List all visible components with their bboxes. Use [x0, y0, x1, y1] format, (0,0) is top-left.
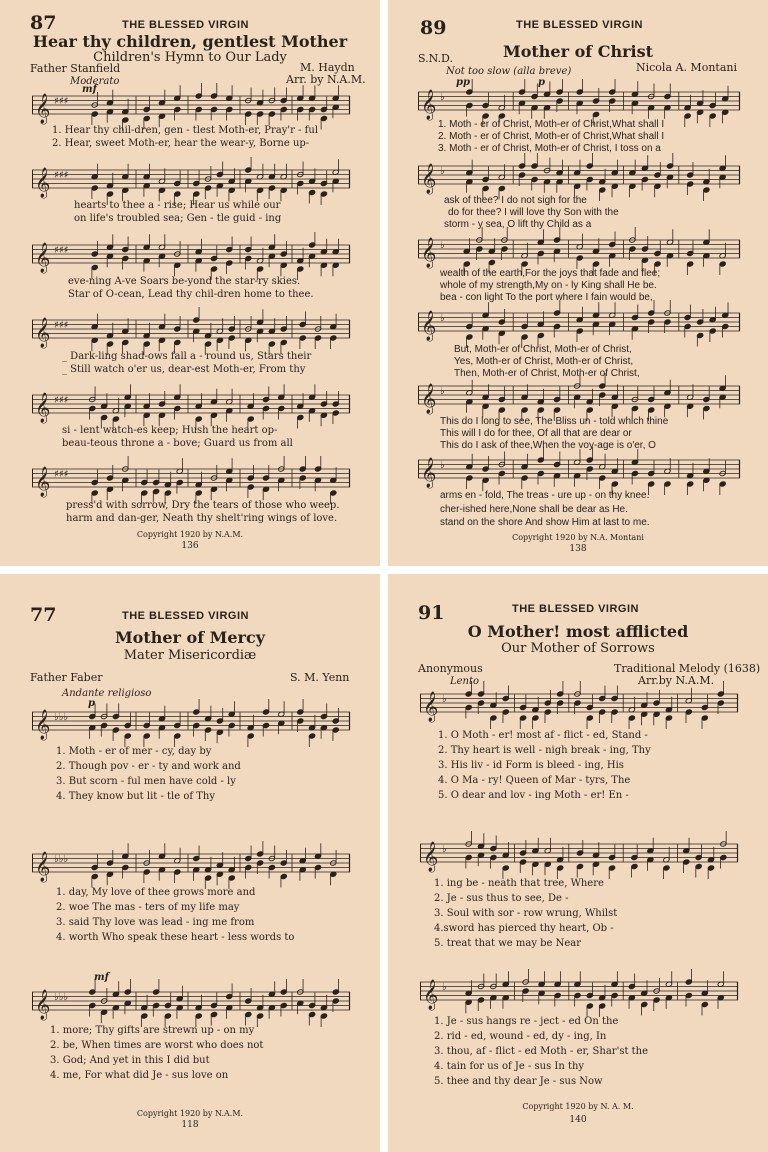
- running-header: THE BLESSED VIRGIN: [122, 610, 249, 622]
- lyric-line: Yes, Moth-er of Christ, Moth-er of Christ,: [454, 356, 634, 367]
- music-staff: [418, 84, 740, 118]
- lyric-line: 3. God; And yet in this I did but: [50, 1055, 210, 1066]
- music-staff: [32, 984, 350, 1020]
- svg-text:𝄞: 𝄞: [421, 384, 437, 414]
- svg-text:𝄞: 𝄞: [421, 90, 437, 120]
- hymn-title: Mother of Christ: [503, 42, 653, 61]
- svg-text:♭: ♭: [440, 313, 445, 325]
- music-staff: [418, 232, 740, 266]
- svg-text:♭: ♭: [440, 166, 445, 178]
- lyric-line: 4. O Ma - ry! Queen of Mar - tyrs, The: [438, 775, 631, 786]
- page-number: 87: [30, 12, 57, 34]
- dynamic-marking: p: [88, 698, 95, 709]
- page-number: 77: [30, 604, 57, 626]
- svg-text:♭: ♭: [440, 460, 445, 472]
- lyric-line: 4. They know but lit - tle of Thy: [56, 791, 215, 802]
- dynamic-marking: p: [538, 77, 545, 88]
- lyric-line: But, Moth-er of Christ, Moth-er of Christ,: [454, 344, 632, 355]
- lyric-line: 4.sword has pierced thy heart, Ob -: [434, 923, 614, 934]
- lyric-line: 2. woe The mas - ters of my life may: [56, 902, 240, 913]
- lyric-line: 1. Hear thy chil-dren, gen - tlest Moth-er, Pray'r - ful: [52, 125, 319, 136]
- page-number: 89: [420, 17, 447, 39]
- dynamic-marking: mf: [94, 972, 109, 983]
- author: Father Faber: [30, 671, 103, 684]
- hymn-subtitle: Children's Hymn to Our Lady: [93, 50, 287, 65]
- music-staff: [420, 686, 738, 722]
- hymn-page-91: [388, 574, 768, 1152]
- svg-text:𝄞: 𝄞: [35, 467, 51, 497]
- author: Father Stanfield: [30, 62, 121, 75]
- page-footer-number: 140: [569, 1115, 587, 1125]
- svg-text:𝄞: 𝄞: [35, 393, 51, 423]
- lyric-line: 3. But scorn - ful men have cold - ly: [56, 776, 236, 787]
- tempo-marking: Lento: [450, 676, 480, 687]
- lyric-line: 5. O dear and lov - ing Moth - er! En -: [438, 790, 629, 801]
- svg-text:♭: ♭: [442, 982, 447, 994]
- lyric-line: 1. O Moth - er! most af - flict - ed, Stand -: [438, 730, 648, 741]
- svg-text:♭: ♭: [440, 92, 445, 104]
- lyric-line: _ Still watch o'er us, dear-est Moth-er, From thy: [62, 364, 306, 375]
- copyright-notice: Copyright 1920 by N.A. Montani: [512, 533, 644, 542]
- page-footer-number: 118: [181, 1120, 199, 1130]
- page-number: 91: [418, 602, 445, 624]
- lyric-line: arms en - fold, The treas - ure up - on thy knee.: [440, 490, 650, 501]
- svg-text:♭♭♭: ♭♭♭: [54, 712, 69, 724]
- lyric-line: bea - con light To the port where I fain would be,: [440, 292, 653, 303]
- lyric-line: stand on the shore And show Him at last to me.: [440, 517, 650, 528]
- svg-text:♭: ♭: [440, 386, 445, 398]
- lyric-line: _ Dark-ling shad-ows fall a - round us, Stars their: [62, 351, 312, 362]
- lyric-line: si - lent watch-es keep; Hush the heart op-: [62, 425, 278, 436]
- lyric-line: 5. treat that we may be Near: [434, 938, 582, 949]
- svg-text:♯♯♯: ♯♯♯: [54, 469, 69, 481]
- lyric-line: This do I long to see, The Bliss un - told which thine: [440, 416, 669, 427]
- lyric-line: 3. Soul with sor - row wrung, Whilst: [434, 908, 618, 919]
- lyric-line: cher-ished here,None shall be dear as He.: [440, 504, 628, 515]
- lyric-line: 2. Moth - er of Christ, Moth-er of Christ,What shall I: [438, 131, 665, 142]
- lyric-line: wealth of the earth,For the joys that fade and flee;: [440, 268, 661, 279]
- lyric-line: 1. Moth - er of mer - cy, day by: [56, 746, 212, 757]
- svg-text:𝄞: 𝄞: [35, 318, 51, 348]
- svg-text:♭♭♭: ♭♭♭: [54, 992, 69, 1004]
- music-staff: [32, 312, 350, 348]
- svg-text:♭: ♭: [442, 844, 447, 856]
- svg-text:♭♭♭: ♭♭♭: [54, 854, 69, 866]
- svg-text:𝄞: 𝄞: [423, 692, 439, 722]
- lyric-line: 2. Je - sus thus to see, De -: [434, 893, 569, 904]
- lyric-line: storm - y sea, O lift thy Child as a: [444, 219, 592, 230]
- svg-text:♯♯♯: ♯♯♯: [54, 395, 69, 407]
- copyright-notice: Copyright 1920 by N. A. M.: [522, 1102, 634, 1111]
- copyright-notice: Copyright 1920 by N.A.M.: [136, 1109, 244, 1118]
- svg-text:𝄞: 𝄞: [423, 980, 439, 1010]
- page-footer-number: 138: [569, 544, 587, 554]
- svg-text:♭: ♭: [440, 240, 445, 252]
- lyric-line: 1. Je - sus hangs re - ject - ed On the: [434, 1016, 619, 1027]
- dynamic-marking: mf: [82, 84, 97, 95]
- arranger: Arr. by N.A.M.: [286, 73, 366, 86]
- lyric-line: 2. Though pov - er - ty and work and: [56, 761, 241, 772]
- lyric-line: Then, Moth-er of Christ, Moth-er of Christ,: [454, 368, 640, 379]
- svg-text:♭: ♭: [442, 694, 447, 706]
- lyric-line: whole of my strength,My on - ly King shall He be.: [440, 280, 657, 291]
- lyric-line: hearts to thee a - rise; Hear us while our: [74, 200, 281, 211]
- dynamic-marking: pp: [456, 77, 470, 88]
- lyric-line: 1. more; Thy gifts are strewn up - on my: [50, 1025, 255, 1036]
- lyric-line: Star of O-cean, Lead thy chil-dren home to thee.: [68, 289, 314, 300]
- lyric-line: 1. day, My love of thee grows more and: [56, 887, 256, 898]
- music-staff: [420, 836, 738, 872]
- lyric-line: 3. thou, af - flict - ed Moth - er, Shar'st the: [434, 1046, 649, 1057]
- svg-text:♯♯♯: ♯♯♯: [54, 170, 69, 182]
- page-footer-number: 136: [181, 541, 199, 551]
- svg-text:♯♯♯: ♯♯♯: [54, 245, 69, 257]
- lyric-line: 4. me, For what did Je - sus love on: [50, 1070, 229, 1081]
- lyric-line: 1. ing be - neath that tree, Where: [434, 878, 604, 889]
- svg-text:𝄞: 𝄞: [35, 990, 51, 1020]
- svg-text:♯♯♯: ♯♯♯: [54, 96, 69, 108]
- lyric-line: on life's troubled sea; Gen - tle guid - ing: [74, 213, 282, 224]
- lyric-line: This will I do for thee, Of all that are dear or: [440, 428, 632, 439]
- hymn-title: O Mother! most afflicted: [467, 622, 689, 641]
- music-staff: [32, 704, 350, 740]
- lyric-line: This do I ask of thee,When the voy-age is o'er, O: [440, 440, 656, 451]
- svg-text:𝄞: 𝄞: [421, 311, 437, 341]
- author: Anonymous: [418, 662, 483, 675]
- svg-text:𝄞: 𝄞: [423, 842, 439, 872]
- music-staff: [420, 974, 738, 1010]
- composer: S. M. Yenn: [290, 671, 350, 684]
- music-staff: [418, 158, 740, 192]
- tempo-marking: Andante religioso: [62, 688, 152, 699]
- music-staff: [32, 162, 350, 198]
- running-header: THE BLESSED VIRGIN: [122, 19, 249, 31]
- tempo-marking: Not too slow (alla breve): [446, 66, 572, 77]
- arranger: Arr.by N.A.M.: [638, 674, 715, 687]
- lyric-line: 4. tain for us of Je - sus In thy: [434, 1061, 585, 1072]
- lyric-line: harm and dan-ger, Neath thy shelt'ring wings of love.: [66, 513, 338, 524]
- lyric-line: 2. rid - ed, wound - ed, dy - ing, In: [434, 1031, 607, 1042]
- hymn-title: Hear thy children, gentlest Mother: [32, 32, 348, 51]
- svg-text:𝄞: 𝄞: [35, 168, 51, 198]
- lyric-line: 2. Thy heart is well - nigh break - ing, Thy: [438, 745, 651, 756]
- svg-text:𝄞: 𝄞: [35, 852, 51, 882]
- lyric-line: 5. thee and thy dear Je - sus Now: [434, 1076, 603, 1087]
- svg-text:𝄞: 𝄞: [35, 710, 51, 740]
- tempo-marking: Moderato: [70, 76, 120, 87]
- lyric-line: beau-teous throne a - bove; Guard us from all: [62, 438, 293, 449]
- music-staff: [32, 846, 350, 882]
- lyric-line: 3. His liv - id Form is bleed - ing, His: [438, 760, 624, 771]
- composer: Nicola A. Montani: [636, 61, 737, 74]
- music-staff: [32, 88, 350, 124]
- svg-text:𝄞: 𝄞: [421, 238, 437, 268]
- author: S.N.D.: [418, 52, 453, 65]
- lyric-line: 2. Hear, sweet Moth-er, hear the wear-y, Borne up-: [52, 138, 310, 149]
- lyric-line: ask of thee? I do not sigh for the: [444, 195, 587, 206]
- lyric-line: press'd with sorrow, Dry the tears of those who weep.: [66, 500, 340, 511]
- hymn-subtitle: Our Mother of Sorrows: [501, 641, 655, 656]
- running-header: THE BLESSED VIRGIN: [516, 19, 643, 31]
- lyric-line: 1. Moth - er of Christ, Moth-er of Christ,What shall I: [438, 119, 665, 130]
- composer: M. Haydn: [300, 61, 355, 74]
- svg-text:𝄞: 𝄞: [35, 243, 51, 273]
- hymn-page-77: [0, 574, 380, 1152]
- lyric-line: 3. Moth - er of Christ, Moth-er of Christ, I toss on a: [438, 143, 661, 154]
- svg-text:𝄞: 𝄞: [35, 94, 51, 124]
- hymn-subtitle: Mater Misericordiæ: [123, 648, 257, 663]
- hymn-title: Mother of Mercy: [114, 628, 266, 647]
- music-staff: [418, 305, 740, 339]
- running-header: THE BLESSED VIRGIN: [512, 603, 639, 615]
- svg-text:𝄞: 𝄞: [421, 458, 437, 488]
- hymn-page-87: [0, 0, 380, 566]
- music-staff: [418, 452, 740, 486]
- svg-text:♯♯♯: ♯♯♯: [54, 320, 69, 332]
- copyright-notice: Copyright 1920 by N.A.M.: [136, 530, 244, 539]
- lyric-line: 4. worth Who speak these heart - less words to: [56, 932, 295, 943]
- music-staff: [32, 387, 350, 423]
- hymn-page-89: [388, 0, 768, 566]
- music-staff: [32, 237, 350, 273]
- lyric-line: eve-ning A-ve Soars be-yond the star-ry skies.: [68, 276, 301, 287]
- svg-text:𝄞: 𝄞: [421, 164, 437, 194]
- music-staff: [418, 378, 740, 412]
- lyric-line: 3. said Thy love was lead - ing me from: [56, 917, 255, 928]
- lyric-line: 2. be, When times are worst who does not: [50, 1040, 264, 1051]
- music-staff: [32, 461, 350, 497]
- composer: Traditional Melody (1638): [614, 662, 761, 675]
- lyric-line: do for thee? I will love thy Son with the: [448, 207, 619, 218]
